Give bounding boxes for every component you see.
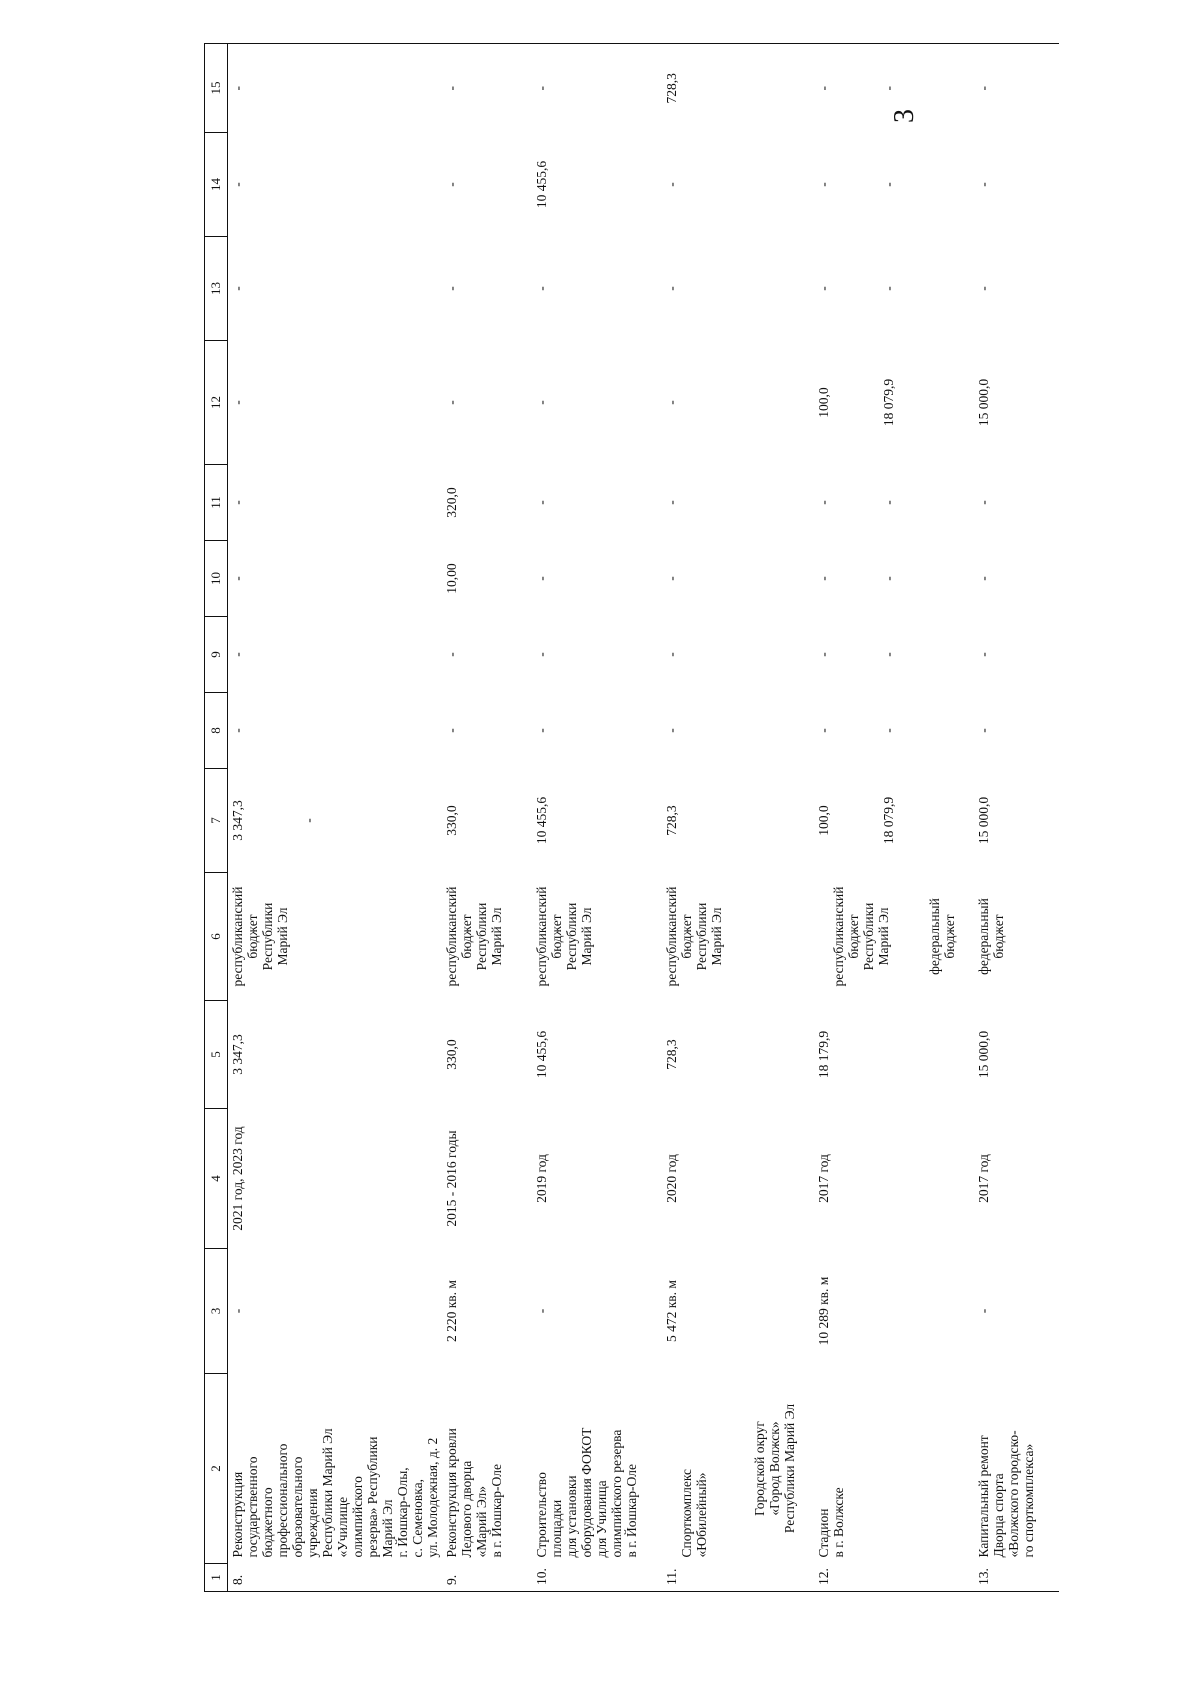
- period-cell: 2019 год: [534, 1154, 549, 1203]
- capacity-cell: 10 289 кв. м: [816, 1276, 831, 1346]
- total-cost-cell: 728,3: [664, 1039, 679, 1070]
- amount-cell: 728,3: [664, 805, 679, 836]
- page-number: 3: [889, 109, 920, 123]
- period-cell: 2017 год: [976, 1154, 991, 1203]
- period-cell: 2017 год: [816, 1154, 831, 1203]
- program-table: [204, 43, 1059, 1592]
- table-row: [974, 44, 1059, 1592]
- year-value-cell: -: [534, 400, 549, 405]
- cell-value: 18 079,9: [881, 378, 896, 427]
- cell-value: -: [816, 286, 831, 291]
- object-name-line: Спорткомплекс «Юбилейный»: [679, 1468, 709, 1558]
- cell-value: -: [881, 576, 896, 581]
- table-row: [532, 44, 662, 1592]
- header-cell: 4: [205, 1109, 228, 1249]
- funding-source: федеральный бюджет: [927, 898, 957, 975]
- cell-value: -: [816, 182, 831, 187]
- row-number: 13.: [974, 1564, 1059, 1592]
- period-cell: 2015 - 2016 годы: [444, 1130, 459, 1227]
- year-value-cell: -: [230, 728, 245, 733]
- capacity-cell: -: [230, 1308, 245, 1314]
- year-value-cell: 15 000,0: [976, 378, 991, 427]
- object-name: Строительство площадки для установки оборудования ФОКОТ для Училища олимпийского резерва в г. Йошкар-Оле: [534, 1427, 639, 1558]
- header-cell: 12: [205, 341, 228, 465]
- year-value-cell: 10,00: [444, 563, 459, 594]
- funding-source-cell: федеральный бюджет: [976, 898, 1006, 975]
- year-value-cell: [814, 541, 974, 617]
- header-cell: 10: [205, 541, 228, 617]
- amount-value: 18 079,9: [881, 796, 896, 845]
- year-value-cell: 10 455,6: [534, 160, 549, 209]
- header-cell: 15: [205, 44, 228, 133]
- cell-value: 100,0: [816, 387, 831, 418]
- year-value-cell: 728,3: [662, 44, 814, 133]
- total-cost-cell: 3 347,3: [230, 1034, 245, 1075]
- amount-cell: 15 000,0: [976, 796, 991, 845]
- amount-cell: 330,0: [444, 805, 459, 836]
- year-value-cell: -: [976, 286, 991, 291]
- object-name: [662, 1374, 814, 1564]
- year-value-cell: [814, 44, 974, 133]
- amount-cell: [228, 769, 443, 873]
- total-cost-cell: 15 000,0: [976, 1030, 991, 1079]
- header-cell: 7: [205, 769, 228, 873]
- amount-value: 3 347,3: [230, 800, 245, 841]
- year-value-cell: [814, 465, 974, 541]
- year-value-cell: -: [664, 182, 679, 187]
- year-value-cell: -: [444, 728, 459, 733]
- funding-source-cell: [814, 873, 974, 1001]
- year-value-cell: -: [976, 182, 991, 187]
- year-value-cell: -: [228, 44, 443, 133]
- header-row: [205, 44, 228, 1592]
- cell-value: -: [816, 652, 831, 657]
- capacity-cell: -: [976, 1308, 991, 1314]
- header-cell: 2: [205, 1374, 228, 1564]
- year-value-cell: -: [532, 44, 662, 133]
- capacity-cell: -: [534, 1308, 549, 1314]
- funding-source-cell: республиканский бюджет Республики Марий Эл: [534, 886, 594, 987]
- year-value-cell: -: [664, 400, 679, 405]
- rotated-table-wrapper: [204, 44, 1036, 1592]
- year-value-cell: -: [230, 400, 245, 405]
- period-cell: 2021 год, 2023 год: [230, 1126, 245, 1231]
- year-value-cell: -: [230, 576, 245, 581]
- cell-value: -: [816, 86, 831, 91]
- year-value-cell: -: [230, 182, 245, 187]
- year-value-cell: -: [534, 652, 549, 657]
- object-name: Капитальный ремонт Дворца спорта «Волжского городско- го спорткомплекса»: [976, 1430, 1036, 1558]
- funding-source-cell: республиканский бюджет Республики Марий Эл: [664, 886, 724, 987]
- capacity-cell: 5 472 кв. м: [664, 1280, 679, 1342]
- year-value-cell: -: [974, 44, 1059, 133]
- year-value-cell: -: [230, 652, 245, 657]
- year-value-cell: -: [664, 286, 679, 291]
- object-name: Реконструкция кровли Ледового дворца «Марий Эл» в г. Йошкар-Оле: [444, 1428, 504, 1558]
- object-location: Городской округ «Город Волжск» Республики Марий Эл: [752, 1403, 797, 1534]
- cell-value: -: [881, 182, 896, 187]
- year-value-cell: -: [976, 652, 991, 657]
- table-row: [442, 44, 532, 1592]
- year-value-cell: -: [664, 576, 679, 581]
- header-cell: 13: [205, 237, 228, 341]
- year-value-cell: -: [976, 576, 991, 581]
- cell-value: -: [816, 576, 831, 581]
- cell-value: -: [816, 500, 831, 505]
- total-cost-cell: 330,0: [444, 1039, 459, 1070]
- row-number: 12.: [814, 1564, 974, 1592]
- funding-source-cell: республиканский бюджет Республики Марий Эл: [230, 886, 290, 987]
- year-value-cell: -: [230, 500, 245, 505]
- row-number: 8.: [228, 1564, 443, 1592]
- cell-value: -: [881, 652, 896, 657]
- row-number: 11.: [662, 1564, 814, 1592]
- table-row: [814, 44, 974, 1592]
- year-value-cell: -: [664, 500, 679, 505]
- year-value-cell: -: [534, 286, 549, 291]
- header-cell: 6: [205, 873, 228, 1001]
- year-value-cell: -: [444, 182, 459, 187]
- header-cell: 8: [205, 693, 228, 769]
- amount-value: -: [301, 818, 316, 823]
- total-cost-cell: 18 179,9: [816, 1030, 831, 1079]
- funding-source-cell: республиканский бюджет Республики Марий Эл: [444, 886, 504, 987]
- year-value-cell: -: [444, 286, 459, 291]
- year-value-cell: -: [664, 728, 679, 733]
- header-cell: 14: [205, 133, 228, 237]
- cell-value: -: [816, 728, 831, 733]
- year-value-cell: 320,0: [444, 487, 459, 518]
- amount-cell: 10 455,6: [534, 796, 549, 845]
- header-cell: 11: [205, 465, 228, 541]
- year-value-cell: -: [664, 652, 679, 657]
- table-row: [662, 44, 814, 1592]
- year-value-cell: -: [230, 286, 245, 291]
- amount-value: 100,0: [816, 805, 831, 836]
- cell-value: -: [881, 728, 896, 733]
- funding-source: республиканский бюджет Республики Марий Эл: [831, 886, 891, 987]
- period-cell: 2020 год: [664, 1154, 679, 1203]
- year-value-cell: -: [534, 728, 549, 733]
- cell-value: -: [881, 286, 896, 291]
- year-value-cell: -: [444, 652, 459, 657]
- total-cost-cell: 10 455,6: [534, 1030, 549, 1079]
- row-number: 10.: [532, 1564, 662, 1592]
- year-value-cell: [814, 617, 974, 693]
- cell-value: -: [881, 86, 896, 91]
- amount-cell: [814, 769, 974, 873]
- year-value-cell: -: [444, 400, 459, 405]
- capacity-cell: 2 220 кв. м: [444, 1280, 459, 1342]
- object-name: Реконструкция государственного бюджетного профессионального образовательного учреждения Республики Марий Эл «Училище олимпийского резерва» Республики Марий Эл г. Йошкар-Олы, с. Семеновка, ул. Молодежная, д. 2: [230, 1428, 440, 1558]
- year-value-cell: -: [976, 728, 991, 733]
- header-cell: 1: [205, 1564, 228, 1592]
- cell-value: -: [881, 500, 896, 505]
- year-value-cell: [814, 133, 974, 237]
- year-value-cell: -: [442, 44, 532, 133]
- header-cell: 9: [205, 617, 228, 693]
- year-value-cell: [814, 341, 974, 465]
- header-cell: 3: [205, 1249, 228, 1374]
- year-value-cell: -: [976, 500, 991, 505]
- row-number: 9.: [442, 1564, 532, 1592]
- header-cell: 5: [205, 1001, 228, 1109]
- year-value-cell: [814, 237, 974, 341]
- year-value-cell: -: [534, 576, 549, 581]
- table-row: [228, 44, 443, 1592]
- year-value-cell: [814, 693, 974, 769]
- object-name: Стадион в г. Волжске: [816, 1487, 846, 1558]
- year-value-cell: -: [534, 500, 549, 505]
